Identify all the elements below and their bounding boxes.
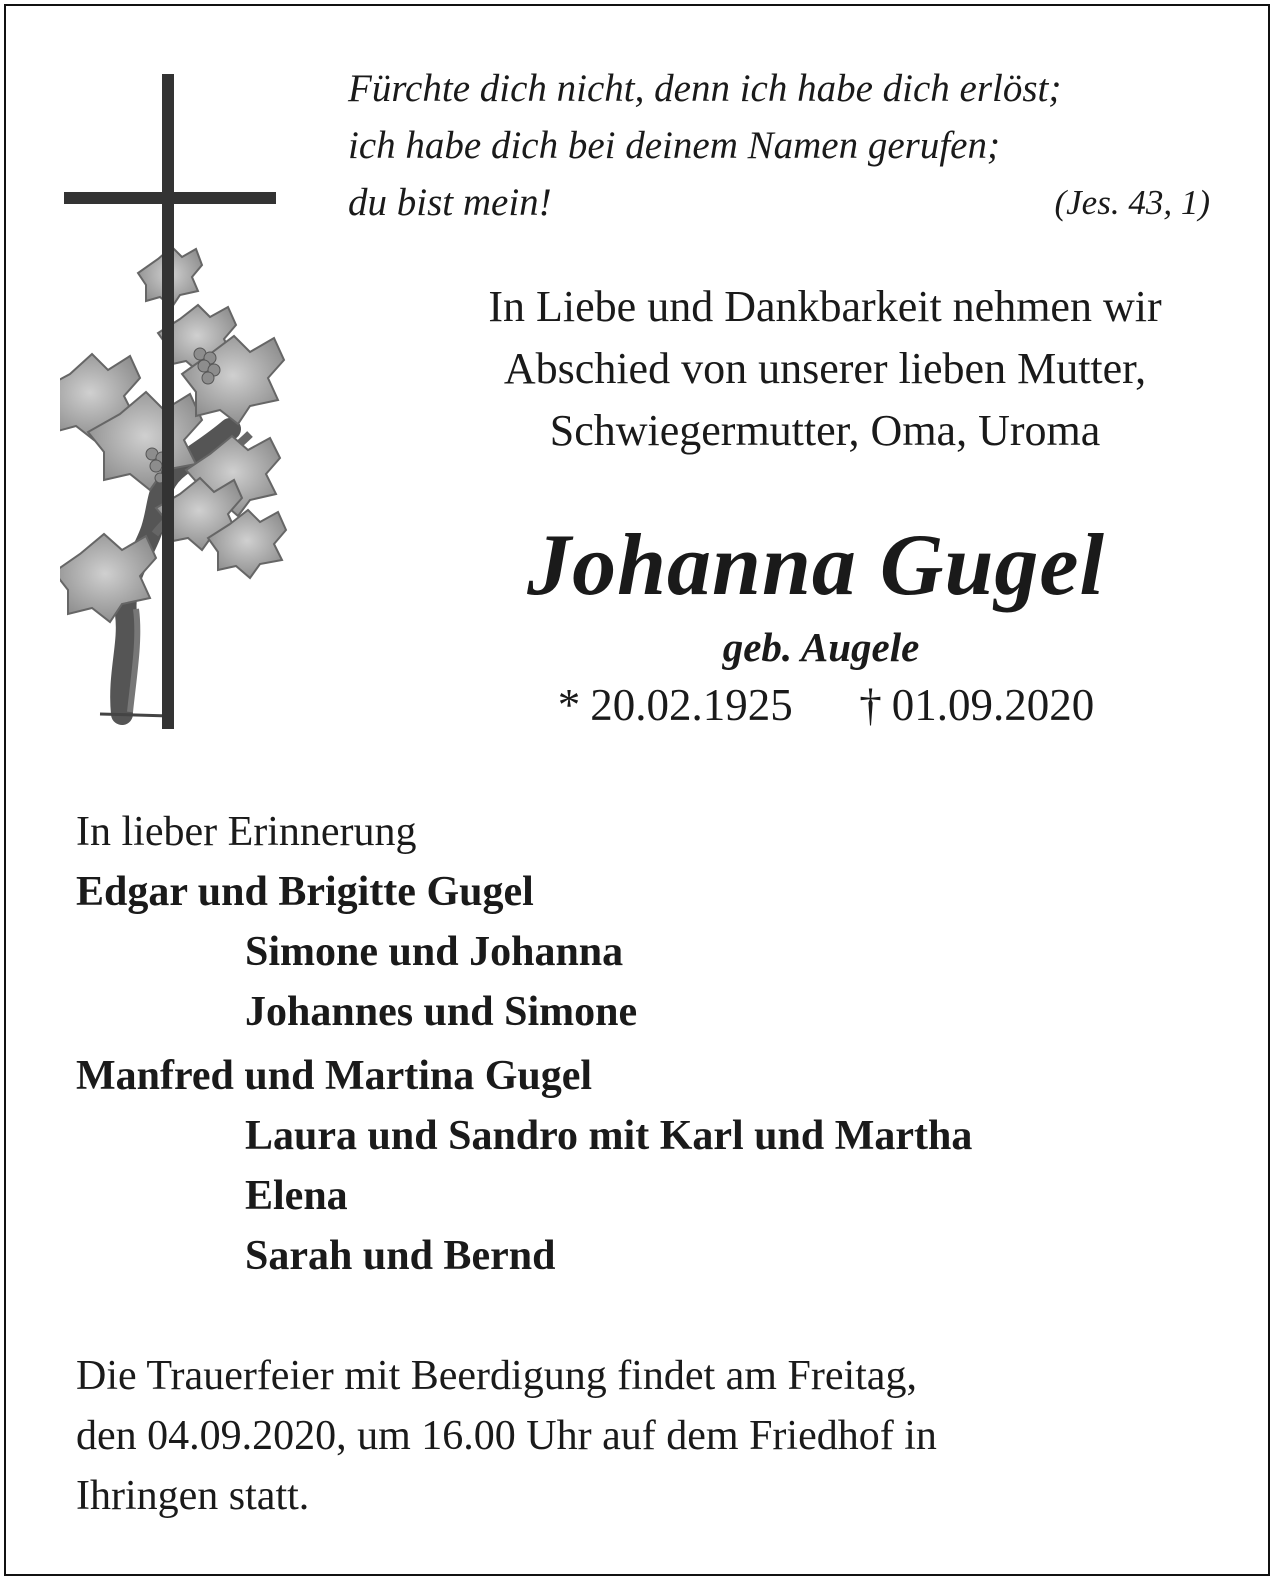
family-head: Edgar und Brigitte Gugel (76, 869, 534, 915)
mourners-intro: In lieber Erinnerung (76, 809, 417, 855)
verse-reference: (Jes. 43, 1) (1054, 183, 1210, 222)
family-member: Laura und Sandro mit Karl und Martha (245, 1113, 973, 1159)
verse-line: ich habe dich bei deinem Namen gerufen; (348, 124, 1000, 167)
family-member: Simone und Johanna (245, 929, 624, 975)
family-member: Elena (245, 1173, 348, 1219)
family-head: Manfred und Martina Gugel (76, 1053, 593, 1099)
family-member: Johannes und Simone (245, 989, 638, 1035)
obituary-notice (4, 4, 1270, 1576)
cross-with-vine-icon (60, 74, 320, 734)
funeral-line: Ihringen statt. (76, 1473, 310, 1519)
funeral-info (76, 1346, 1226, 1526)
intro-line: In Liebe und Dankbarkeit nehmen wir (488, 282, 1162, 331)
funeral-line: Die Trauerfeier mit Beerdigung findet am Freitag, (76, 1353, 917, 1399)
farewell-intro (400, 276, 1250, 462)
verse-line: du bist mein! (348, 181, 552, 224)
verse-line: Fürchte dich nicht, denn ich habe dich erlöst; (348, 67, 1062, 110)
intro-line: Abschied von unserer lieben Mutter, (503, 344, 1147, 393)
life-dates (406, 676, 1246, 734)
maiden-name: geb. Augele (722, 624, 920, 670)
death-date: 01.09.2020 (891, 680, 1095, 730)
birth-star-icon: * (557, 680, 581, 730)
family-member: Sarah und Bernd (245, 1233, 556, 1279)
funeral-line: den 04.09.2020, um 16.00 Uhr auf dem Friedhof in (76, 1413, 937, 1459)
bible-verse (348, 60, 1218, 231)
intro-line: Schwiegermutter, Oma, Uroma (549, 406, 1101, 455)
birth-date: 20.02.1925 (590, 680, 793, 730)
death-cross-icon: † (859, 680, 882, 730)
mourners-list (76, 802, 1226, 1286)
deceased-name: Johanna Gugel (527, 517, 1105, 614)
